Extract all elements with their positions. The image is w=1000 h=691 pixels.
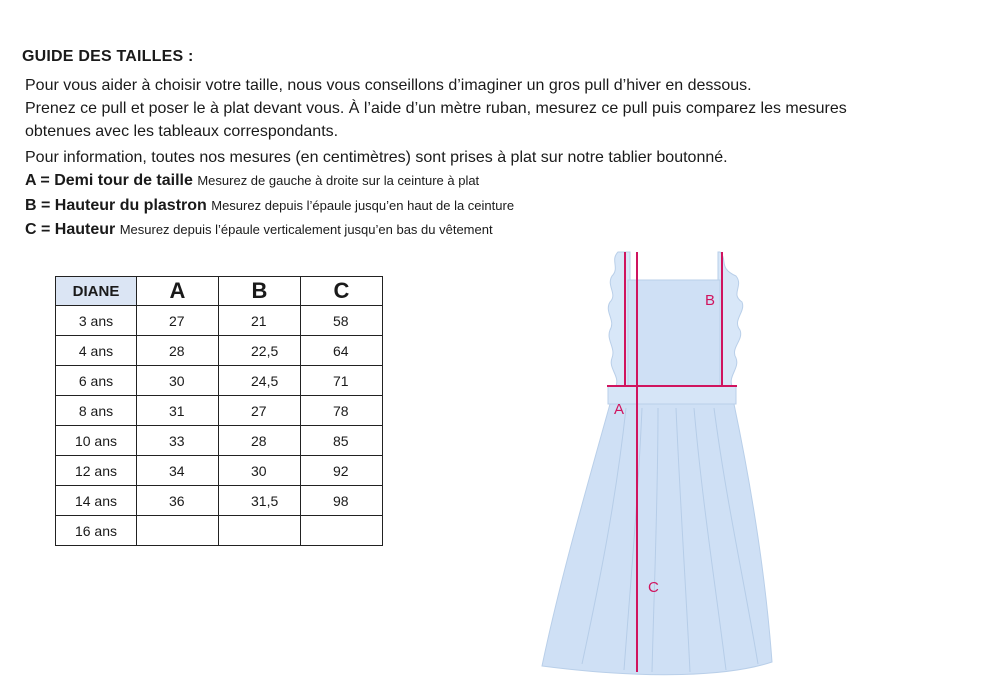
- value-a-cell: 31: [137, 396, 219, 426]
- age-cell: 12 ans: [56, 456, 137, 486]
- age-cell: 4 ans: [56, 336, 137, 366]
- age-cell: 8 ans: [56, 396, 137, 426]
- value-a-cell: 27: [137, 306, 219, 336]
- value-b-cell: 28: [219, 426, 301, 456]
- definition-b-desc: Mesurez depuis l’épaule jusqu’en haut de la ceinture: [211, 198, 515, 213]
- label-b: B: [705, 292, 716, 309]
- definition-a-term: A = Demi tour de taille: [25, 172, 193, 189]
- value-c-cell: 78: [301, 396, 383, 426]
- guide-title: GUIDE DES TAILLES :: [22, 48, 194, 65]
- left-ruffle: [608, 252, 630, 386]
- value-c-cell: 85: [301, 426, 383, 456]
- value-a-cell: 36: [137, 486, 219, 516]
- header-a: A: [137, 277, 219, 306]
- value-c-cell: 92: [301, 456, 383, 486]
- table-header-row: [56, 277, 383, 306]
- table-row: [56, 396, 383, 426]
- definition-a-desc: Mesurez de gauche à droite sur la ceinture à plat: [197, 173, 480, 188]
- age-cell: 6 ans: [56, 366, 137, 396]
- age-cell: 16 ans: [56, 516, 137, 546]
- value-b-cell: 30: [219, 456, 301, 486]
- size-table: [55, 276, 383, 546]
- definition-c: [25, 221, 493, 239]
- table-row: [56, 426, 383, 456]
- value-b-cell: 21: [219, 306, 301, 336]
- intro-paragraph-4: Pour information, toutes nos mesures (en centimètres) sont prises à plat sur notre tablier boutonné.: [25, 149, 728, 166]
- definition-b-term: B = Hauteur du plastron: [25, 197, 207, 214]
- value-c-cell: 71: [301, 366, 383, 396]
- age-cell: 14 ans: [56, 486, 137, 516]
- table-row: [56, 516, 383, 546]
- value-a-cell: 28: [137, 336, 219, 366]
- value-c-cell: 58: [301, 306, 383, 336]
- intro-paragraph-3: obtenues avec les tableaux correspondants.: [25, 123, 339, 140]
- skirt: [542, 404, 772, 675]
- definition-a: [25, 172, 479, 190]
- value-b-cell: [219, 516, 301, 546]
- definition-b: [25, 197, 514, 215]
- intro-paragraph-2: Prenez ce pull et poser le à plat devant vous. À l’aide d’un mètre ruban, mesurez ce pull puis comparez les mesures: [25, 100, 847, 117]
- value-b-cell: 27: [219, 396, 301, 426]
- definition-c-desc: Mesurez depuis l’épaule verticalement jusqu’en bas du vêtement: [119, 222, 493, 237]
- value-b-cell: 22,5: [219, 336, 301, 366]
- pinafore-dress-diagram: [530, 240, 780, 680]
- age-cell: 10 ans: [56, 426, 137, 456]
- value-a-cell: 30: [137, 366, 219, 396]
- value-c-cell: [301, 516, 383, 546]
- label-a: A: [614, 401, 625, 418]
- table-row: [56, 336, 383, 366]
- value-a-cell: [137, 516, 219, 546]
- value-b-cell: 31,5: [219, 486, 301, 516]
- header-b: B: [219, 277, 301, 306]
- table-row: [56, 486, 383, 516]
- value-c-cell: 98: [301, 486, 383, 516]
- table-row: [56, 456, 383, 486]
- value-a-cell: 34: [137, 456, 219, 486]
- header-diane: DIANE: [56, 277, 137, 306]
- value-b-cell: 24,5: [219, 366, 301, 396]
- value-a-cell: 33: [137, 426, 219, 456]
- definition-c-term: C = Hauteur: [25, 221, 116, 238]
- waistband: [608, 386, 736, 404]
- header-c: C: [301, 277, 383, 306]
- intro-paragraph-1: Pour vous aider à choisir votre taille, nous vous conseillons d’imaginer un gros pull d’hiver en dessous.: [25, 77, 752, 94]
- table-row: [56, 306, 383, 336]
- value-c-cell: 64: [301, 336, 383, 366]
- label-c: C: [648, 579, 659, 596]
- table-row: [56, 366, 383, 396]
- age-cell: 3 ans: [56, 306, 137, 336]
